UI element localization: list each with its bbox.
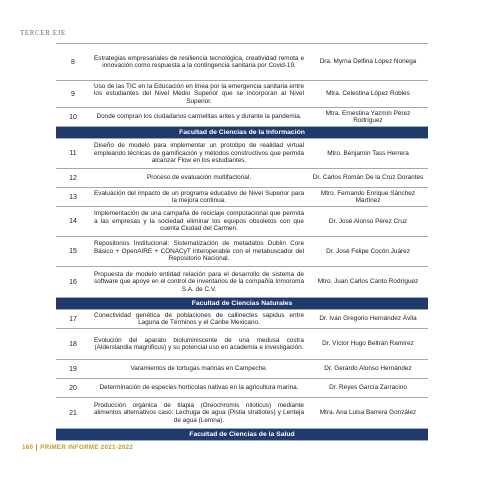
project-author: Dra. Myrna Delfina López Noriega	[319, 58, 417, 66]
project-title-cell	[90, 169, 308, 187]
project-title: Uso de las TIC en la Educación en línea por la emergencia sanitaria entre los estudiantes del Nivel Medio Superior que se incorporan al Nivel Superior.	[94, 82, 304, 105]
project-title-cell	[90, 108, 308, 126]
project-title-cell	[90, 398, 308, 428]
table-row	[56, 329, 428, 360]
row-number: 17	[69, 315, 77, 323]
project-author: Dr. Gerardo Alonso Hernández	[324, 365, 412, 373]
project-author: Mtra. Ernestina Yazmín Pérez Rodríguez	[325, 109, 411, 124]
project-title-cell	[90, 329, 308, 359]
project-title-cell	[90, 207, 308, 236]
footer-divider	[36, 444, 37, 451]
project-title: Conectividad genética de poblaciones de callinectes sapidus entre Laguna de Términos y el Caribe Mexicano.	[94, 311, 304, 326]
row-number: 14	[69, 218, 77, 225]
project-title: Proceso de evaluación multifactorial.	[146, 174, 252, 182]
project-title: Evaluación del impacto de un programa educativo de Nivel Superior para la mejora continua.	[94, 189, 304, 204]
row-number: 21	[69, 409, 77, 417]
project-title-cell	[90, 360, 308, 378]
table-row	[56, 310, 428, 329]
project-title: Evolución del aparato bioluminiscente de una medusa costra (Alderslandia magnificus) y su potencial uso en academia e investigación.	[94, 336, 304, 351]
project-author: Dr. Iván Gregorio Hernández Ávila	[319, 315, 417, 323]
row-number: 20	[69, 384, 77, 392]
row-number: 9	[71, 90, 75, 98]
faculty-section-header: Facultad de Ciencias de la Información	[56, 127, 428, 139]
project-title: Diseño de modelo para implementar un prototipo de realidad virtual empleando técnicas de gamificación y métodos constructivos que permita alcanzar Flow en los estudiantes.	[94, 142, 304, 165]
project-author: Dr. José Alonso Pérez Cruz	[328, 217, 408, 225]
page-footer	[22, 444, 133, 451]
project-title: Producción orgánica de tilapia (Oreochromis niloticus) mediante alimentos alternativos caso: Lechuga de agua (Pistia stratiotes) y Lenteja de agua (Lemna).	[94, 401, 304, 424]
project-author: Dr. Reyes García Zarracino	[329, 384, 407, 392]
project-title: Determinación de especies hortícolas nativas en la agricultura marina.	[99, 384, 299, 392]
table-row	[56, 139, 428, 169]
table-row	[56, 360, 428, 379]
page-number: 160	[22, 444, 34, 452]
row-number: 13	[69, 193, 77, 201]
row-number: 15	[69, 248, 77, 255]
row-number: 10	[69, 113, 77, 121]
row-number: 12	[69, 174, 77, 182]
project-title: Donde compran los ciudadanos carmelitas antes y durante la pandemia.	[96, 113, 302, 121]
table-row	[56, 188, 428, 207]
row-number: 16	[69, 278, 77, 286]
project-title-cell	[90, 379, 308, 397]
table-row	[56, 267, 428, 298]
project-author: Dr. José Felipe Cocón Juárez	[326, 247, 410, 255]
project-author: Dr. Carlos Román De la Cruz Dorantes	[312, 174, 424, 182]
project-title: Repositorios Institucional: Sistematización de metadatos Dublin Core Básico + OpenAIRE + CONACyT interoperable con el metabuscador del Repositorio Nacional.	[94, 240, 304, 263]
project-title: Varamientos de tortugas marinas en Campeche.	[130, 365, 268, 373]
table-row	[56, 207, 428, 237]
project-title: Implementación de una campaña de reciclaje computacional que permita a las empresas y la sociedad eliminar los equipos obsoletos con que cuenta Ciudad del Carmen.	[94, 210, 304, 233]
row-number: 19	[69, 365, 77, 373]
research-projects-table	[56, 43, 428, 441]
project-author: Mtro. Juan Carlos Canto Rodríguez	[317, 278, 419, 286]
table-row	[56, 169, 428, 188]
project-author: Mtro. Fernando Enrique Sánchez Martínez	[320, 189, 416, 204]
project-title-cell	[90, 44, 308, 80]
project-author: Mtro. Benjamín Tass Herrera	[327, 149, 409, 157]
project-title-cell	[90, 139, 308, 168]
project-author: Mtra. Ana Luisa Barrera González	[319, 409, 417, 417]
row-number: 18	[69, 340, 77, 348]
row-number: 11	[69, 150, 77, 157]
project-title-cell	[90, 81, 308, 107]
table-row	[56, 108, 428, 127]
table-row	[56, 237, 428, 267]
faculty-section-header: Facultad de Ciencias Naturales	[56, 298, 428, 310]
project-author: Dr. Víctor Hugo Beltrán Ramírez	[322, 340, 414, 348]
project-title-cell	[90, 237, 308, 266]
faculty-section-header: Facultad de Ciencias de la Salud	[56, 429, 428, 441]
project-author: Mtra. Celestina López Robles	[326, 90, 410, 98]
table-row	[56, 44, 428, 81]
project-title-cell	[90, 310, 308, 328]
table-row	[56, 379, 428, 398]
project-title-cell	[90, 267, 308, 297]
project-title-cell	[90, 188, 308, 206]
row-number: 8	[71, 58, 75, 66]
table-row	[56, 398, 428, 429]
project-title: Estrategias empresariales de resiliencia tecnológica, creatividad remota e innovación como respuesta a la contingencia sanitaria por Covid-19.	[94, 54, 304, 69]
section-header: TERCER EJE	[20, 29, 66, 37]
project-title: Propuesta de modelo entidad relación para el desarrollo de sistema de software que apoye en el control de inventarios de la compañía Inmoroma S.A. de C.V.	[94, 270, 304, 293]
report-title: PRIMER INFORME 2021-2022	[40, 444, 134, 452]
table-row	[56, 81, 428, 108]
